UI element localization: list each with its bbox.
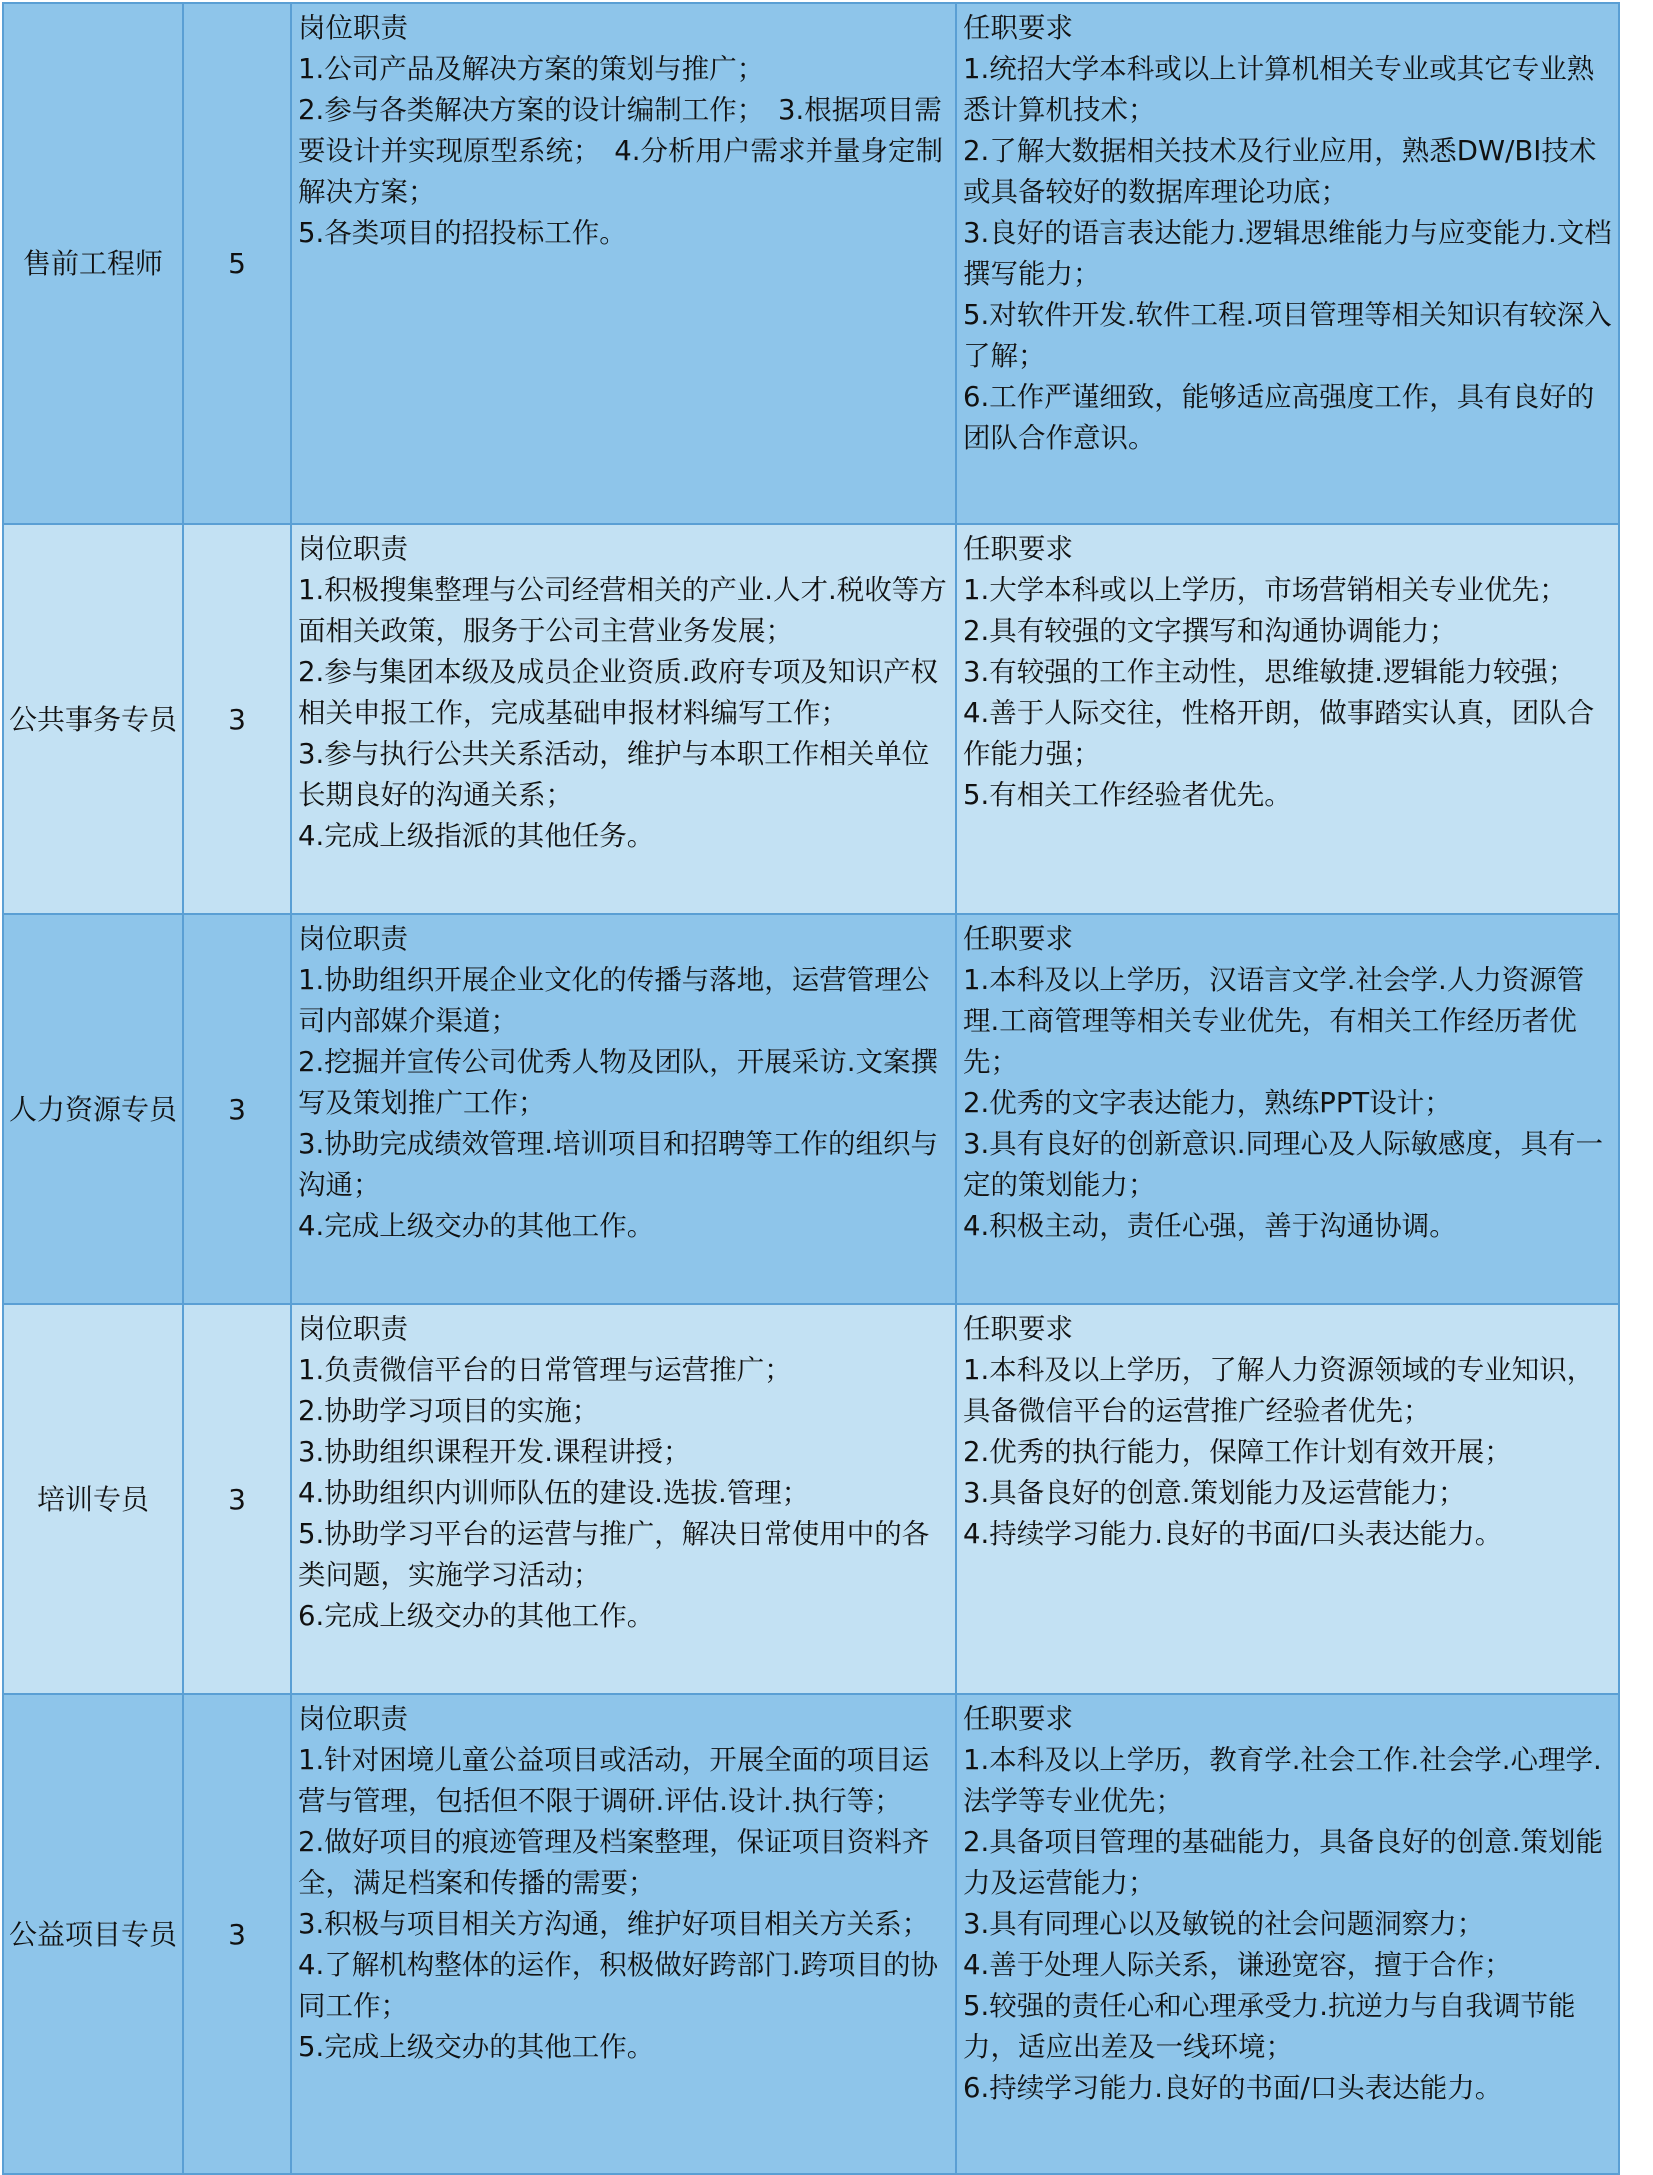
requirements-heading: 任职要求 — [963, 923, 1073, 955]
duty-line: 3.积极与项目相关方沟通，维护好项目相关方关系； — [298, 1908, 930, 1940]
duty-line: 3.协助完成绩效管理.培训项目和招聘等工作的组织与沟通； — [298, 1128, 938, 1201]
duty-line: 1.积极搜集整理与公司经营相关的产业.人才.税收等方面相关政策，服务于公司主营业务发展； — [298, 574, 947, 647]
duty-line: 3.参与执行公共关系活动，维护与本职工作相关单位长期良好的沟通关系； — [298, 738, 930, 811]
duties-heading: 岗位职责 — [298, 1703, 408, 1735]
requirement-line: 4.善于人际交往，性格开朗，做事踏实认真，团队合作能力强； — [963, 697, 1595, 770]
table-row — [3, 1694, 1619, 2174]
requirement-line: 1.本科及以上学历，汉语言文学.社会学.人力资源管理.工商管理等相关专业优先，有相关工作经历者优先； — [963, 964, 1585, 1078]
duty-line: 4.了解机构整体的运作，积极做好跨部门.跨项目的协同工作； — [298, 1949, 938, 2022]
requirements-cell — [956, 524, 1619, 914]
duties-heading: 岗位职责 — [298, 923, 408, 955]
requirement-line: 2.优秀的执行能力，保障工作计划有效开展； — [963, 1436, 1512, 1468]
requirement-line: 3.具有同理心以及敏锐的社会问题洞察力； — [963, 1908, 1485, 1940]
job-table — [2, 2, 1620, 2175]
requirements-cell — [956, 1694, 1619, 2174]
duty-line: 4.完成上级交办的其他工作。 — [298, 1210, 655, 1242]
duties-cell — [291, 524, 956, 914]
requirement-line: 3.具备良好的创意.策划能力及运营能力； — [963, 1477, 1466, 1509]
requirement-line: 6.工作严谨细致，能够适应高强度工作，具有良好的团队合作意识。 — [963, 381, 1595, 454]
position-name-cell: 人力资源专员 — [3, 914, 183, 1304]
duties-cell — [291, 1694, 956, 2174]
requirements-cell — [956, 3, 1619, 524]
duty-line: 5.协助学习平台的运营与推广，解决日常使用中的各类问题，实施学习活动； — [298, 1518, 930, 1591]
position-name-cell: 培训专员 — [3, 1304, 183, 1694]
requirement-line: 2.具备项目管理的基础能力，具备良好的创意.策划能力及运营能力； — [963, 1826, 1603, 1899]
requirement-line: 3.良好的语言表达能力.逻辑思维能力与应变能力.文档撰写能力； — [963, 217, 1612, 290]
requirement-line: 4.持续学习能力.良好的书面/口头表达能力。 — [963, 1518, 1503, 1550]
headcount-cell: 3 — [183, 1304, 291, 1694]
headcount-cell: 3 — [183, 1694, 291, 2174]
duty-line: 2.协助学习项目的实施； — [298, 1395, 600, 1427]
duties-heading: 岗位职责 — [298, 1313, 408, 1345]
position-name-cell: 公共事务专员 — [3, 524, 183, 914]
requirement-line: 4.积极主动，责任心强，善于沟通协调。 — [963, 1210, 1457, 1242]
requirements-heading: 任职要求 — [963, 12, 1073, 44]
requirement-line: 5.较强的责任心和心理承受力.抗逆力与自我调节能力，适应出差及一线环境； — [963, 1990, 1576, 2063]
requirement-line: 1.统招大学本科或以上计算机相关专业或其它专业熟悉计算机技术； — [963, 53, 1595, 126]
duty-line: 1.协助组织开展企业文化的传播与落地，运营管理公司内部媒介渠道； — [298, 964, 930, 1037]
requirements-cell — [956, 914, 1619, 1304]
requirements-heading: 任职要求 — [963, 1703, 1073, 1735]
headcount-cell: 5 — [183, 3, 291, 524]
duty-line: 3.协助组织课程开发.课程讲授； — [298, 1436, 691, 1468]
duty-line: 1.公司产品及解决方案的策划与推广； — [298, 53, 765, 85]
duty-line: 6.完成上级交办的其他工作。 — [298, 1600, 655, 1632]
requirement-line: 1.本科及以上学历，教育学.社会工作.社会学.心理学.法学等专业优先； — [963, 1744, 1602, 1817]
duty-line: 2.做好项目的痕迹管理及档案整理，保证项目资料齐全，满足档案和传播的需要； — [298, 1826, 930, 1899]
job-table-body — [3, 3, 1619, 2174]
requirements-heading: 任职要求 — [963, 533, 1073, 565]
requirements-heading: 任职要求 — [963, 1313, 1073, 1345]
table-row — [3, 1304, 1619, 1694]
requirement-line: 4.善于处理人际关系，谦逊宽容，擅于合作； — [963, 1949, 1512, 1981]
duty-line: 2.参与各类解决方案的设计编制工作； 3.根据项目需要设计并实现原型系统； 4.分析用户需求并量身定制解决方案； — [298, 94, 943, 208]
duty-line: 5.各类项目的招投标工作。 — [298, 217, 627, 249]
headcount-cell: 3 — [183, 914, 291, 1304]
duties-cell — [291, 3, 956, 524]
table-row — [3, 914, 1619, 1304]
duties-heading: 岗位职责 — [298, 533, 408, 565]
duty-line: 2.参与集团本级及成员企业资质.政府专项及知识产权相关申报工作，完成基础申报材料编写工作； — [298, 656, 938, 729]
table-row — [3, 3, 1619, 524]
requirement-line: 2.了解大数据相关技术及行业应用，熟悉DW/BI技术或具备较好的数据库理论功底； — [963, 135, 1597, 208]
duties-cell — [291, 914, 956, 1304]
requirement-line: 5.对软件开发.软件工程.项目管理等相关知识有较深入了解； — [963, 299, 1612, 372]
requirements-cell — [956, 1304, 1619, 1694]
duty-line: 4.完成上级指派的其他任务。 — [298, 820, 655, 852]
requirement-line: 3.具有良好的创新意识.同理心及人际敏感度，具有一定的策划能力； — [963, 1128, 1603, 1201]
requirement-line: 1.大学本科或以上学历，市场营销相关专业优先； — [963, 574, 1567, 606]
duty-line: 4.协助组织内训师队伍的建设.选拔.管理； — [298, 1477, 810, 1509]
position-name-cell: 售前工程师 — [3, 3, 183, 524]
duty-line: 2.挖掘并宣传公司优秀人物及团队，开展采访.文案撰写及策划推广工作； — [298, 1046, 938, 1119]
position-name-cell: 公益项目专员 — [3, 1694, 183, 2174]
duties-cell — [291, 1304, 956, 1694]
requirement-line: 3.有较强的工作主动性，思维敏捷.逻辑能力较强； — [963, 656, 1576, 688]
duty-line: 1.负责微信平台的日常管理与运营推广； — [298, 1354, 792, 1386]
requirement-line: 2.具有较强的文字撰写和沟通协调能力； — [963, 615, 1457, 647]
requirement-line: 5.有相关工作经验者优先。 — [963, 779, 1292, 811]
duty-line: 1.针对困境儿童公益项目或活动，开展全面的项目运营与管理，包括但不限于调研.评估.设计.执行等； — [298, 1744, 930, 1817]
requirement-line: 2.优秀的文字表达能力，熟练PPT设计； — [963, 1087, 1452, 1119]
table-row — [3, 524, 1619, 914]
duties-heading: 岗位职责 — [298, 12, 408, 44]
requirement-line: 1.本科及以上学历，了解人力资源领域的专业知识，具备微信平台的运营推广经验者优先； — [963, 1354, 1595, 1427]
requirement-line: 6.持续学习能力.良好的书面/口头表达能力。 — [963, 2072, 1503, 2104]
duty-line: 5.完成上级交办的其他工作。 — [298, 2031, 655, 2063]
headcount-cell: 3 — [183, 524, 291, 914]
